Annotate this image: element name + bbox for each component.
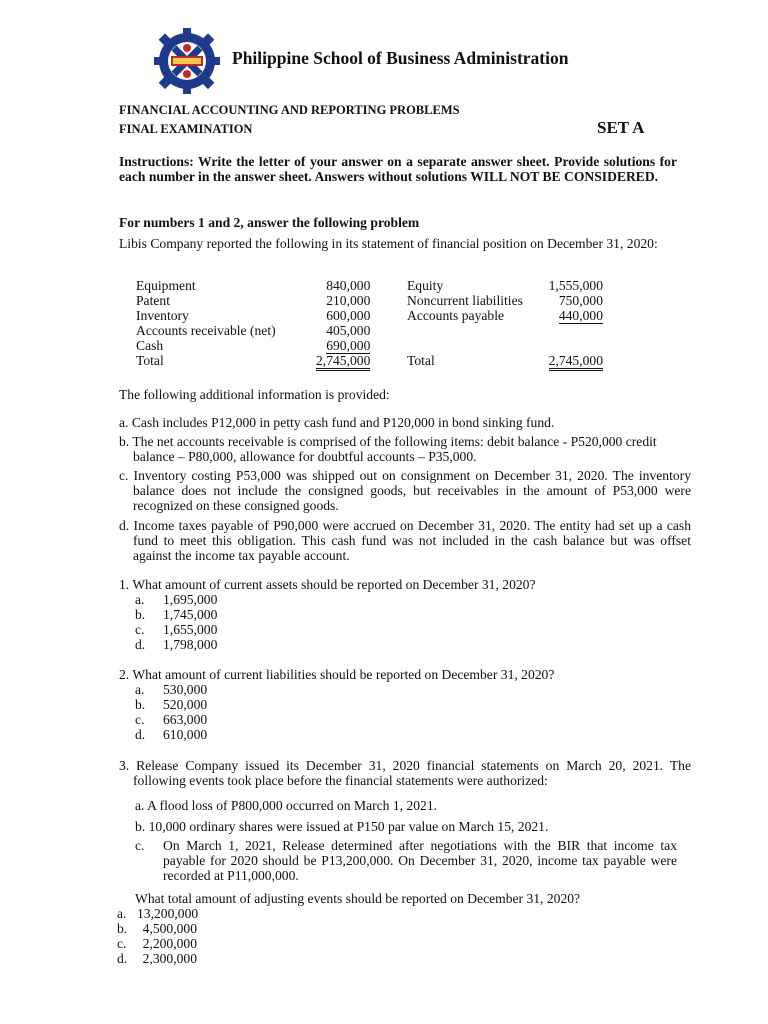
asset-label: Patent <box>136 293 170 308</box>
asset-value: 210,000 <box>326 293 371 308</box>
exam-title: FINAL EXAMINATION <box>119 122 253 136</box>
claim-value: 440,000 <box>558 308 603 323</box>
answer-option[interactable]: b. 4,500,000 <box>117 921 197 936</box>
instructions: Instructions: Write the letter of your answer on a separate answer sheet. Provide solutions for each number in the answer sheet. Answers without solutions WILL NOT BE CONSIDERED. <box>119 154 677 184</box>
answer-option[interactable]: d. 610,000 <box>135 727 208 742</box>
additional-intro: The following additional information is provided: <box>119 387 390 402</box>
additional-item: a. Cash includes P12,000 in petty cash fund and P120,000 in bond sinking fund. <box>119 415 555 430</box>
answer-option[interactable]: d. 1,798,000 <box>135 637 218 652</box>
course-title: FINANCIAL ACCOUNTING AND REPORTING PROBLEMS <box>119 103 460 117</box>
asset-label: Cash <box>136 338 164 353</box>
answer-option[interactable]: b. 520,000 <box>135 697 208 712</box>
claim-label: Accounts payable <box>407 308 505 323</box>
claim-label: Noncurrent liabilities <box>407 293 523 308</box>
question-3-prompt: What total amount of adjusting events should be reported on December 31, 2020? <box>135 891 581 906</box>
school-name: Philippine School of Business Administration <box>232 48 569 68</box>
answer-option[interactable]: c. 1,655,000 <box>135 622 218 637</box>
claim-total-value: 2,745,000 <box>549 353 603 371</box>
question-3-options <box>117 906 197 966</box>
question-text: 1. What amount of current assets should be reported on December 31, 2020? <box>119 577 536 592</box>
event-item: a. A flood loss of P800,000 occurred on March 1, 2021. <box>135 798 438 813</box>
answer-option[interactable]: b. 1,745,000 <box>135 607 218 622</box>
answer-option[interactable]: a. 1,695,000 <box>135 592 218 607</box>
event-item: c. On March 1, 2021, Release determined after negotiations with the BIR that income tax payable for 2020 should be P13,200,000. On December 31, 2020, income tax payable were recorded at P11,000,000. <box>135 838 677 883</box>
question-text: 2. What amount of current liabilities should be reported on December 31, 2020? <box>119 667 555 682</box>
claim-total-label: Total <box>407 353 435 368</box>
question-1 <box>119 577 536 652</box>
asset-value: 405,000 <box>326 323 371 338</box>
answer-option[interactable]: d. 2,300,000 <box>117 951 197 966</box>
assets-table <box>136 278 370 368</box>
asset-value: 600,000 <box>326 308 371 323</box>
asset-label: Equipment <box>136 278 196 293</box>
event-item: b. 10,000 ordinary shares were issued at P150 par value on March 15, 2021. <box>135 819 549 834</box>
school-logo <box>150 26 224 99</box>
problem-intro: Libis Company reported the following in its statement of financial position on December 31, 2020: <box>119 236 658 251</box>
answer-option[interactable]: c. 2,200,000 <box>117 936 197 951</box>
claims-table <box>407 278 603 368</box>
question-3-text: 3. Release Company issued its December 31, 2020 financial statements on March 20, 2021. The following events took place before the financial statements were authorized: <box>119 758 691 788</box>
asset-value: 690,000 <box>326 338 371 353</box>
answer-option[interactable]: c. 663,000 <box>135 712 208 727</box>
additional-item: d. Income taxes payable of P90,000 were accrued on December 31, 2020. The entity had set up a cash fund to meet this obligation. This cash fund was not included in the cash balance but was offset against the income tax payable account. <box>119 518 691 563</box>
answer-option[interactable]: a. 530,000 <box>135 682 208 697</box>
claim-label: Equity <box>407 278 444 293</box>
additional-item: b. The net accounts receivable is comprised of the following items: debit balance - P520,000 credit balance – P80,000, allowance for doubtful accounts – P35,000. <box>119 434 657 464</box>
asset-value: 840,000 <box>326 278 371 293</box>
additional-item: c. Inventory costing P53,000 was shipped out on consignment on December 31, 2020. The inventory balance does not include the consigned goods, but receivables in the amount of P53,000 were recognized on these consigned goods. <box>119 468 691 513</box>
claim-value: 1,555,000 <box>548 278 603 293</box>
answer-option[interactable]: a. 13,200,000 <box>117 906 199 921</box>
exam-set: SET A <box>597 118 645 137</box>
asset-label: Accounts receivable (net) <box>136 323 276 338</box>
question-2 <box>119 667 554 742</box>
asset-total-label: Total <box>136 353 164 368</box>
asset-label: Inventory <box>136 308 189 323</box>
claim-value: 750,000 <box>558 293 603 308</box>
asset-total-value: 2,745,000 <box>316 353 370 371</box>
problem-heading: For numbers 1 and 2, answer the following problem <box>119 215 420 230</box>
